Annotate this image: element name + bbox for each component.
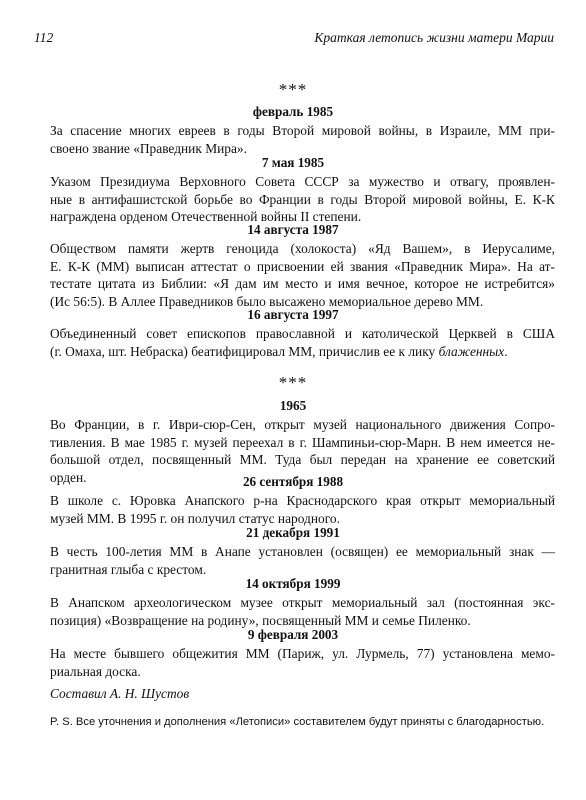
entry-date: 14 августа 1987 [247, 222, 339, 237]
text-line: Объединенный совет епископов православной и католической Церквей в США [50, 326, 555, 341]
text-line: В школе с. Юровка Анапского р-на Краснодарского края открыт мемориальный [50, 493, 555, 508]
text-run: (г. Омаха, шт. Небраска) беатифицировал ММ, причислив ее к лику [50, 343, 439, 359]
text-line: На месте бывшего общежития ММ (Париж, ул. Лурмель, 77) установлена мемо- [50, 646, 555, 661]
entry-text [50, 492, 555, 527]
text-line: (Ис 56:5). В Аллее Праведников было высажено мемориальное дерево ММ. [50, 293, 484, 309]
text-line: ные в антифашистской борьбе во Франции в годы Второй мировой войны, Е. К-К [50, 191, 555, 207]
text-line: орден. [50, 469, 87, 485]
text-run: . [504, 343, 508, 359]
compiler-signature: Составил А. Н. Шустов [50, 686, 190, 701]
text-line: Е. К-К (ММ) выписан аттестат о присвоении ей звания «Праведник Мира». На ат- [50, 258, 555, 274]
page-number: 112 [34, 30, 54, 45]
entry-text [50, 645, 555, 680]
text-line: Указом Президиума Верховного Совета СССР за мужество и отвагу, проявлен- [50, 174, 555, 189]
section-separator: *** [278, 373, 308, 392]
entry-date: февраль 1985 [252, 104, 334, 119]
text-line: своено звание «Праведник Мира». [50, 140, 247, 156]
text-line: большой отдел, посвященный ММ. Туда был передан на хранение ее советский [50, 452, 555, 468]
text-line: награждена орденом Отечественной войны II степени. [50, 209, 362, 225]
running-title: Краткая летопись жизни матери Марии [314, 30, 554, 45]
entry-date: 9 февраля 2003 [247, 627, 339, 642]
entry-text [50, 594, 555, 629]
postscript: P. S. Все уточнения и дополнения «Летописи» составителем будут приняты с благодарностью. [50, 716, 545, 728]
entry-date: 14 октября 1999 [245, 576, 341, 591]
text-line: В честь 100-летия ММ в Анапе установлен (освящен) ее мемориальный знак — [50, 544, 555, 559]
text-line: Обществом памяти жертв геноцида (холокоста) «Яд Вашем», в Иерусалиме, [50, 241, 555, 256]
entry-date: 7 мая 1985 [261, 155, 325, 170]
text-line: тивления. В мае 1985 г. музей переехал в г. Шампиньи-сюр-Марн. В нем имеется не- [50, 434, 555, 450]
entry-date: 21 декабря 1991 [246, 525, 340, 540]
text-line: В Анапском археологическом музее открыт мемориальный зал (постоянная экс- [50, 595, 555, 610]
entry-text [50, 173, 555, 226]
text-line: Во Франции, в г. Иври-сюр-Сен, открыт музей национального движения Сопро- [50, 417, 555, 432]
text-line: тестате цитата из Библии: «Я дам им место и имя вечное, которое не истребится» [50, 276, 555, 292]
text-line [50, 343, 555, 361]
text-line: музей ММ. В 1995 г. он получил статус народного. [50, 510, 340, 526]
section-separator: *** [278, 80, 308, 99]
entry-text [50, 325, 555, 360]
italic-term: блаженных [438, 343, 505, 359]
entry-date: 16 августа 1997 [247, 307, 339, 322]
entry-text [50, 543, 555, 578]
text-line: гранитная глыба с крестом. [50, 561, 207, 577]
text-line: За спасение многих евреев в годы Второй мировой войны, в Израиле, ММ при- [50, 123, 555, 138]
entry-date: 1965 [279, 398, 307, 413]
entry-date: 26 сентября 1988 [242, 474, 344, 489]
text-line: позиция) «Возвращение на родину», посвященный ММ и семье Пиленко. [50, 612, 471, 628]
text-line: риальная доска. [50, 663, 141, 679]
entry-text [50, 122, 555, 157]
entry-text [50, 240, 555, 310]
